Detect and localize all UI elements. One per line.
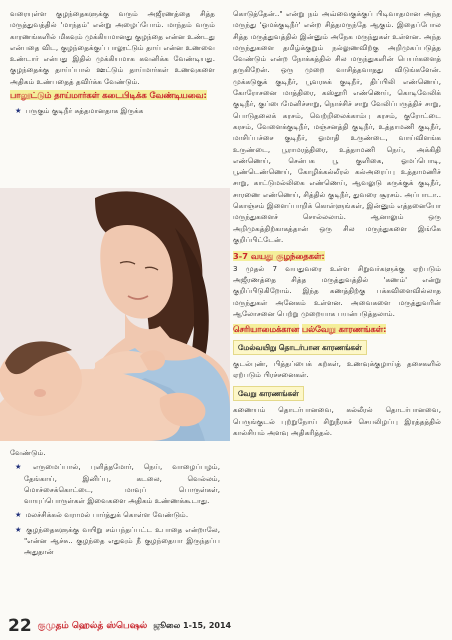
other-causes-paragraph: கணையம் தொடர்பானவை, கல்லீரல் தொடர்பானவை, பெருங்குடல் புற்றுநோய் சிறுநீரகச் செயலிழப்பு இரத்தத்தில் கால்சியம் அளவு அதிகரித்தல். <box>233 405 441 437</box>
section-heading-text-part2: பல்வேறு காரணங்கள்: <box>301 324 387 335</box>
section-heading-age-3-7 <box>233 250 441 263</box>
medicines-paragraph: கொடுத்தேன்.." என்று நம் அவ்வைகுக்குப் பிடிவாதமான அந்த மருந்து 'ஓமக்குடிநீர்' என்ற சித்தமருந்தே ஆகும். இதைப்போல சித்த மருத்துவத்தில் இன்னும் அநேக மருந்துகள் உள்ளன. அந்த மருந்துகளை தமிழ்க்குறும் நல்லுணவிற்கு அறிமுகப்படுத்த வேண்டும் என்ற நோக்கத்தில் சில மருந்துகளின் பெயர்களைத் தருகிறேன். ஒரு முறை வாசித்தவாதது விடுங்களேன். முக்கடுகுக் குடிநீர், பூவரசுக் குடிநீர், திப்பிலி எண்ணெய், கோரோசனை மாத்திரை, கஸ்தூரி எண்ணெய், கொடிவேலிக் குடிநீர், குப்பைமேனிச்சாறு, நொச்சிச் சாறு வேலிப்பருத்திச் சாறு, பொடுதலைக் கரசம், வெற்றிலைக்காம்பு கரசம், குரோட்டை கரசம், வேளைக்குடிநீர், மஞ்சனத்தி குடிநீர், உத்தாமணி குடிநீர், மாசிப்பச்சை குடிநீர், ஓமாதி உருண்டை, வாய்விளங்க உருண்டை, பூராமரத்திரை, உத்தாமணி நெய், அக்கிதி எண்ணெய், சென்பக பூ குளிகை, ஓமப்பொடி, பூண்டெண்ணெய், கோழிக்கல்லீரல் கல்அரைப்பு உத்தாமணிச் சாறு, காட்டுமல்லிகை எண்ணெய், ஆவலுடு கருக்குக் குடிநீர், சாரணை எண்ணெய், சித்தில் குடிநீர், துவரை சூரசம். அப்பாடா.. கொஞ்சம் இளைப்பாறிக் கொள்ளுங்கள், இன்னும் எத்தனையோ மருந்துகளைச் சொல்லலாம். ஆனாலும் ஒரு அறிமுகத்திற்காகத்தான் ஒரு சில மருந்துகளை இங்கே குறிப்பிட்டேன். <box>233 9 441 244</box>
star-bullet-icon: ★ <box>15 524 23 534</box>
page-footer <box>0 612 452 640</box>
upper-stomach-paragraph: குடல்புண், பித்தப்பைக் கற்கள், உணவுக்குழாய்த் தசைகளில் ஏற்படும் பிரச்சனைகள். <box>233 358 441 380</box>
list-item-text: பருகும் குடிநீர் சுத்தமானதாக இருக்க <box>25 105 144 115</box>
list-item <box>10 509 220 520</box>
mother-baby-illustration <box>0 188 230 441</box>
section-heading-nursing-mothers <box>10 89 215 102</box>
mother-baby-photo <box>0 188 230 441</box>
list-item-text: குழந்தைகளுக்கு வயிறு சம்பந்தப்பட்ட உபாதை என்றாலே, "என்ன ஆச்சு.. குழந்தை எதுவும் நீ குழந்தையா இருந்தப்ப அதுதான் <box>24 524 220 557</box>
star-bullet-icon: ★ <box>15 462 30 472</box>
section-heading-text-part1: செரியாமைக்கான <box>233 324 299 335</box>
magazine-title: குமுதம் ஹெல்த் ஸ்பெஷல் <box>37 620 148 631</box>
section-heading-text: 3-7 வயது குழந்தைகள்: <box>233 251 325 262</box>
page-number: 22 <box>8 616 32 636</box>
list-item <box>10 105 215 116</box>
star-bullet-icon: ★ <box>15 105 22 115</box>
left-column-bottom <box>10 447 220 560</box>
list-item <box>10 461 220 506</box>
star-bullet-icon: ★ <box>15 510 22 520</box>
subheading-other-causes: வேறு காரணங்கள் <box>233 386 304 401</box>
section-heading-causes <box>233 323 441 336</box>
list-item-text: எருமைப்பால், புளித்தமோர், நெய், வாழைப்பழம், தேங்காய், இனிப்பு, கடலை, வெல்லம், மொச்சைக்கொட்டை, மாவுப் பொருள்கள், வாயுப்பொருள்கள் இவைகளை அதிகம் உண்ணக்கூடாது. <box>24 462 220 506</box>
left-column-top <box>10 8 215 118</box>
age-3-7-paragraph: 3 முதல் 7 வயதுவரை உள்ள சிறுவர்களுக்கு ஏற்படும் அஜீரணத்தை சித்த மருத்துவத்தில் 'கணம்' என்று குறிப்பிடுகிறோம். இந்த கணத்திற்கு பக்கவிளைவில்லாத மருந்துகள் அனேகம் உள்ளன. அவைகளை மருத்துவரின் ஆலோசனை பெற்று முறையாக பயன்படுத்தலாம். <box>233 263 441 318</box>
issue-date: ஜூலை 1-15, 2014 <box>153 621 232 630</box>
list-item <box>10 524 220 558</box>
list-item-text: மலச்சிக்கல் வராமல் பார்த்துக் கொள்ள வேண்டும். <box>25 510 189 520</box>
subheading-upper-stomach: மேல்வயிறு தொடர்பான காரணங்கள் <box>233 340 367 355</box>
continued-text: வேண்டும். <box>10 448 46 457</box>
right-column <box>233 8 441 440</box>
section-heading-text: பாலூட்டும் தாய்மார்கள் கடைபிடிக்க வேண்டியவை: <box>10 90 207 101</box>
intro-paragraph: வரையுள்ள குழந்தைகளுக்கு வரும் அஜீரணத்தை சித்த மருத்துவத்தில் 'மாந்தம்' என்று அழைப்போம். மாந்தம் வரும் காரணங்களில் மிகவும் முக்கியமானது குழந்தை என்ன உண்டது என்பதை விட, குழந்தைக்குப் பாலூட்டும் தாய் என்ன உணவை உண்டார் என்பது இதில் முக்கியமாக கவனிக்க வேண்டியது. குழந்தைக்கு தாய்ப்பால் ஊட்டும் தாய்மார்கள் உணவுகளை அதிகம் உண்பதைத் தவிர்க்க வேண்டும். <box>10 9 215 86</box>
